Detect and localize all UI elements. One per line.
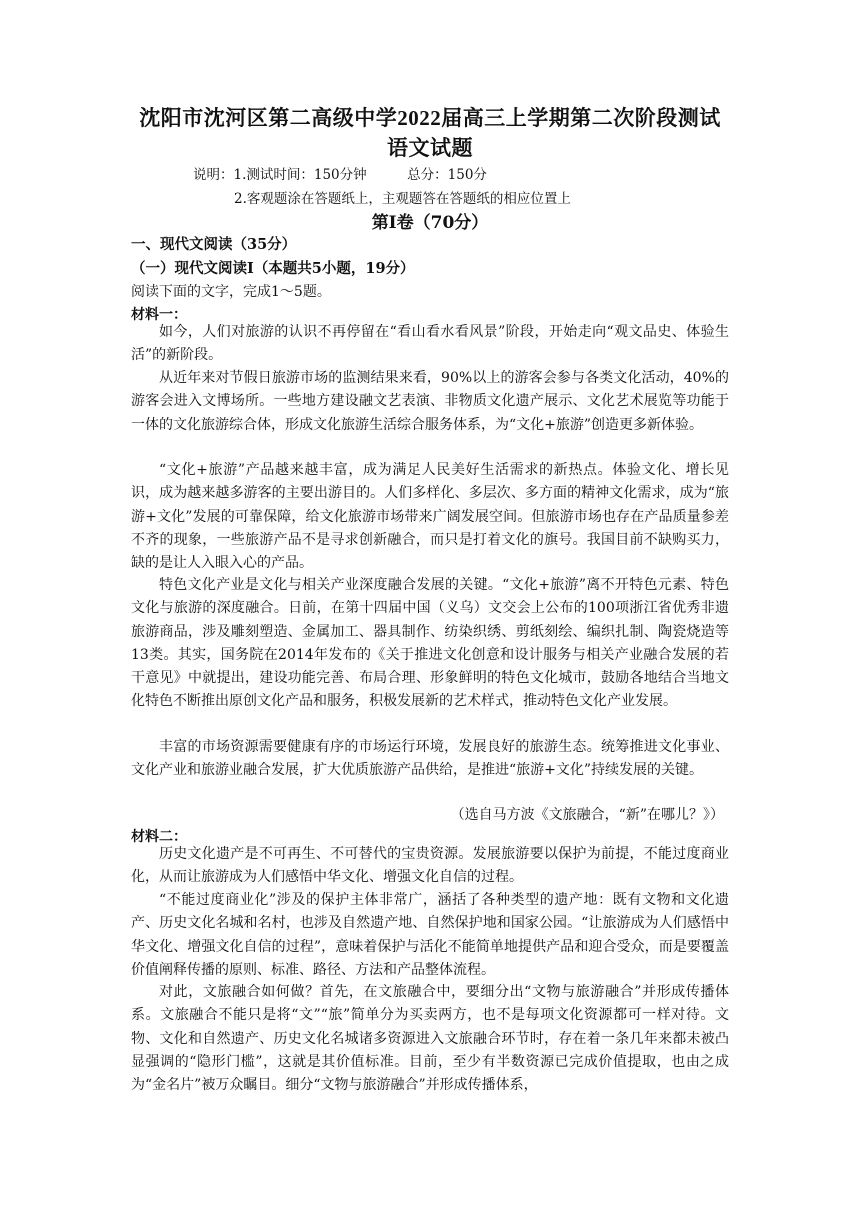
material-2-label: 材料二： (131, 829, 187, 845)
material-1-paragraph: 丰富的市场资源需要健康有序的市场运行环境，发展良好的旅游生态。统筹推进文化事业、文化产业和旅游业融合发展，扩大优质旅游产品供给，是推进“旅游+文化”持续发展的关键。 (131, 739, 729, 779)
material-2-paragraph: 对此，文旅融合如何做？首先，在文旅融合中，要细分出“文物与旅游融合”并形成传播体系。文旅融合不能只是将“文”“旅”简单分为买卖两方，也不是每项文化资源都可一样对待。文物、文化和自然遗产、历史文化名城诸多资源进入文旅融合环节时，存在着一条几年来都未被凸显强调的“隐形门槛”，这就是其价值标准。目前，至少有半数资源已完成价值提取，也由之成为“金名片”被万众瞩目。细分“文物与旅游融合”并形成传播体系， (131, 984, 729, 1094)
exam-subtitle: 语文试题 (387, 136, 473, 160)
exam-instructions-line-1: 说明：1.测试时间：150分钟 总分：150分 (193, 167, 487, 183)
material-1-label: 材料一： (131, 307, 187, 323)
material-1-source: （选自马方波《文旅融合，“新”在哪儿？》） (450, 807, 724, 823)
material-2-paragraph: 历史文化遗产是不可再生、不可替代的宝贵资源。发展旅游要以保护为前提，不能过度商业化，从而让旅游成为人们感悟中华文化、增强文化自信的过程。 (131, 846, 729, 886)
material-1-paragraph: “文化+旅游”产品越来越丰富，成为满足人民美好生活需求的新热点。体验文化、增长见识，成为越来越多游客的主要出游目的。人们多样化、多层次、多方面的精神文化需求，成为“旅游+文化”发展的可靠保障，给文化旅游市场带来广阔发展空间。但旅游市场也存在产品质量参差不齐的现象，一些旅游产品不是寻求创新融合，而只是打着文化的旗号。我国目前不缺购买力，缺的是让人入眼入心的产品。 (131, 462, 729, 572)
material-1-paragraph: 如今，人们对旅游的认识不再停留在“看山看水看风景”阶段，开始走向“观文品史、体验生活”的新阶段。 (131, 324, 729, 364)
material-2-paragraph: “不能过度商业化”涉及的保护主体非常广，涵括了各种类型的遗产地：既有文物和文化遗产、历史文化名城和名村，也涉及自然遗产地、自然保护地和国家公园。“让旅游成为人们感悟中华文化、增强文化自信的过程”，意味着保护与活化不能简单地提供产品和迎合受众，而是要覆盖价值阐释传播的原则、标准、路径、方法和产品整体流程。 (131, 892, 729, 978)
exam-title: 沈阳市沈河区第二高级中学2022届高三上学期第二次阶段测试 (139, 106, 721, 130)
volume-title: 第Ⅰ卷（70分） (371, 213, 489, 233)
reading-instruction: 阅读下面的文字，完成1～5题。 (131, 284, 331, 300)
material-1-paragraph: 特色文化产业是文化与相关产业深度融合发展的关键。“文化+旅游”离不开特色元素、特色文化与旅游的深度融合。日前，在第十四届中国（义乌）文交会上公布的100项浙江省优秀非遗旅游商品，涉及雕刻塑造、金属加工、器具制作、纺染织绣、剪纸刻绘、编织扎制、陶瓷烧造等13类。其实，国务院在2014年发布的《关于推进文化创意和设计服务与相关产业融合发展的若干意见》中就提出，建设功能完善、布局合理、形象鲜明的特色文化城市，鼓励各地结合当地文化特色不断推出原创文化产品和服务，积极发展新的艺术样式，推动特色文化产业发展。 (131, 577, 729, 710)
exam-instructions-line-2: 2.客观题涂在答题纸上，主观题答在答题纸的相应位置上 (234, 191, 571, 207)
section-heading: 一、现代文阅读（35分） (131, 236, 297, 253)
material-1-paragraph: 从近年来对节假日旅游市场的监测结果来看，90%以上的游客会参与各类文化活动，40%的游客会进入文博场所。一些地方建设融文艺表演、非物质文化遗产展示、文化艺术展览等功能于一体的文化旅游综合体，形成文化旅游生活综合服务体系，为“文化+旅游”创造更多新体验。 (131, 370, 729, 433)
section-subheading: （一）现代文阅读Ⅰ（本题共5小题，19分） (131, 260, 415, 277)
